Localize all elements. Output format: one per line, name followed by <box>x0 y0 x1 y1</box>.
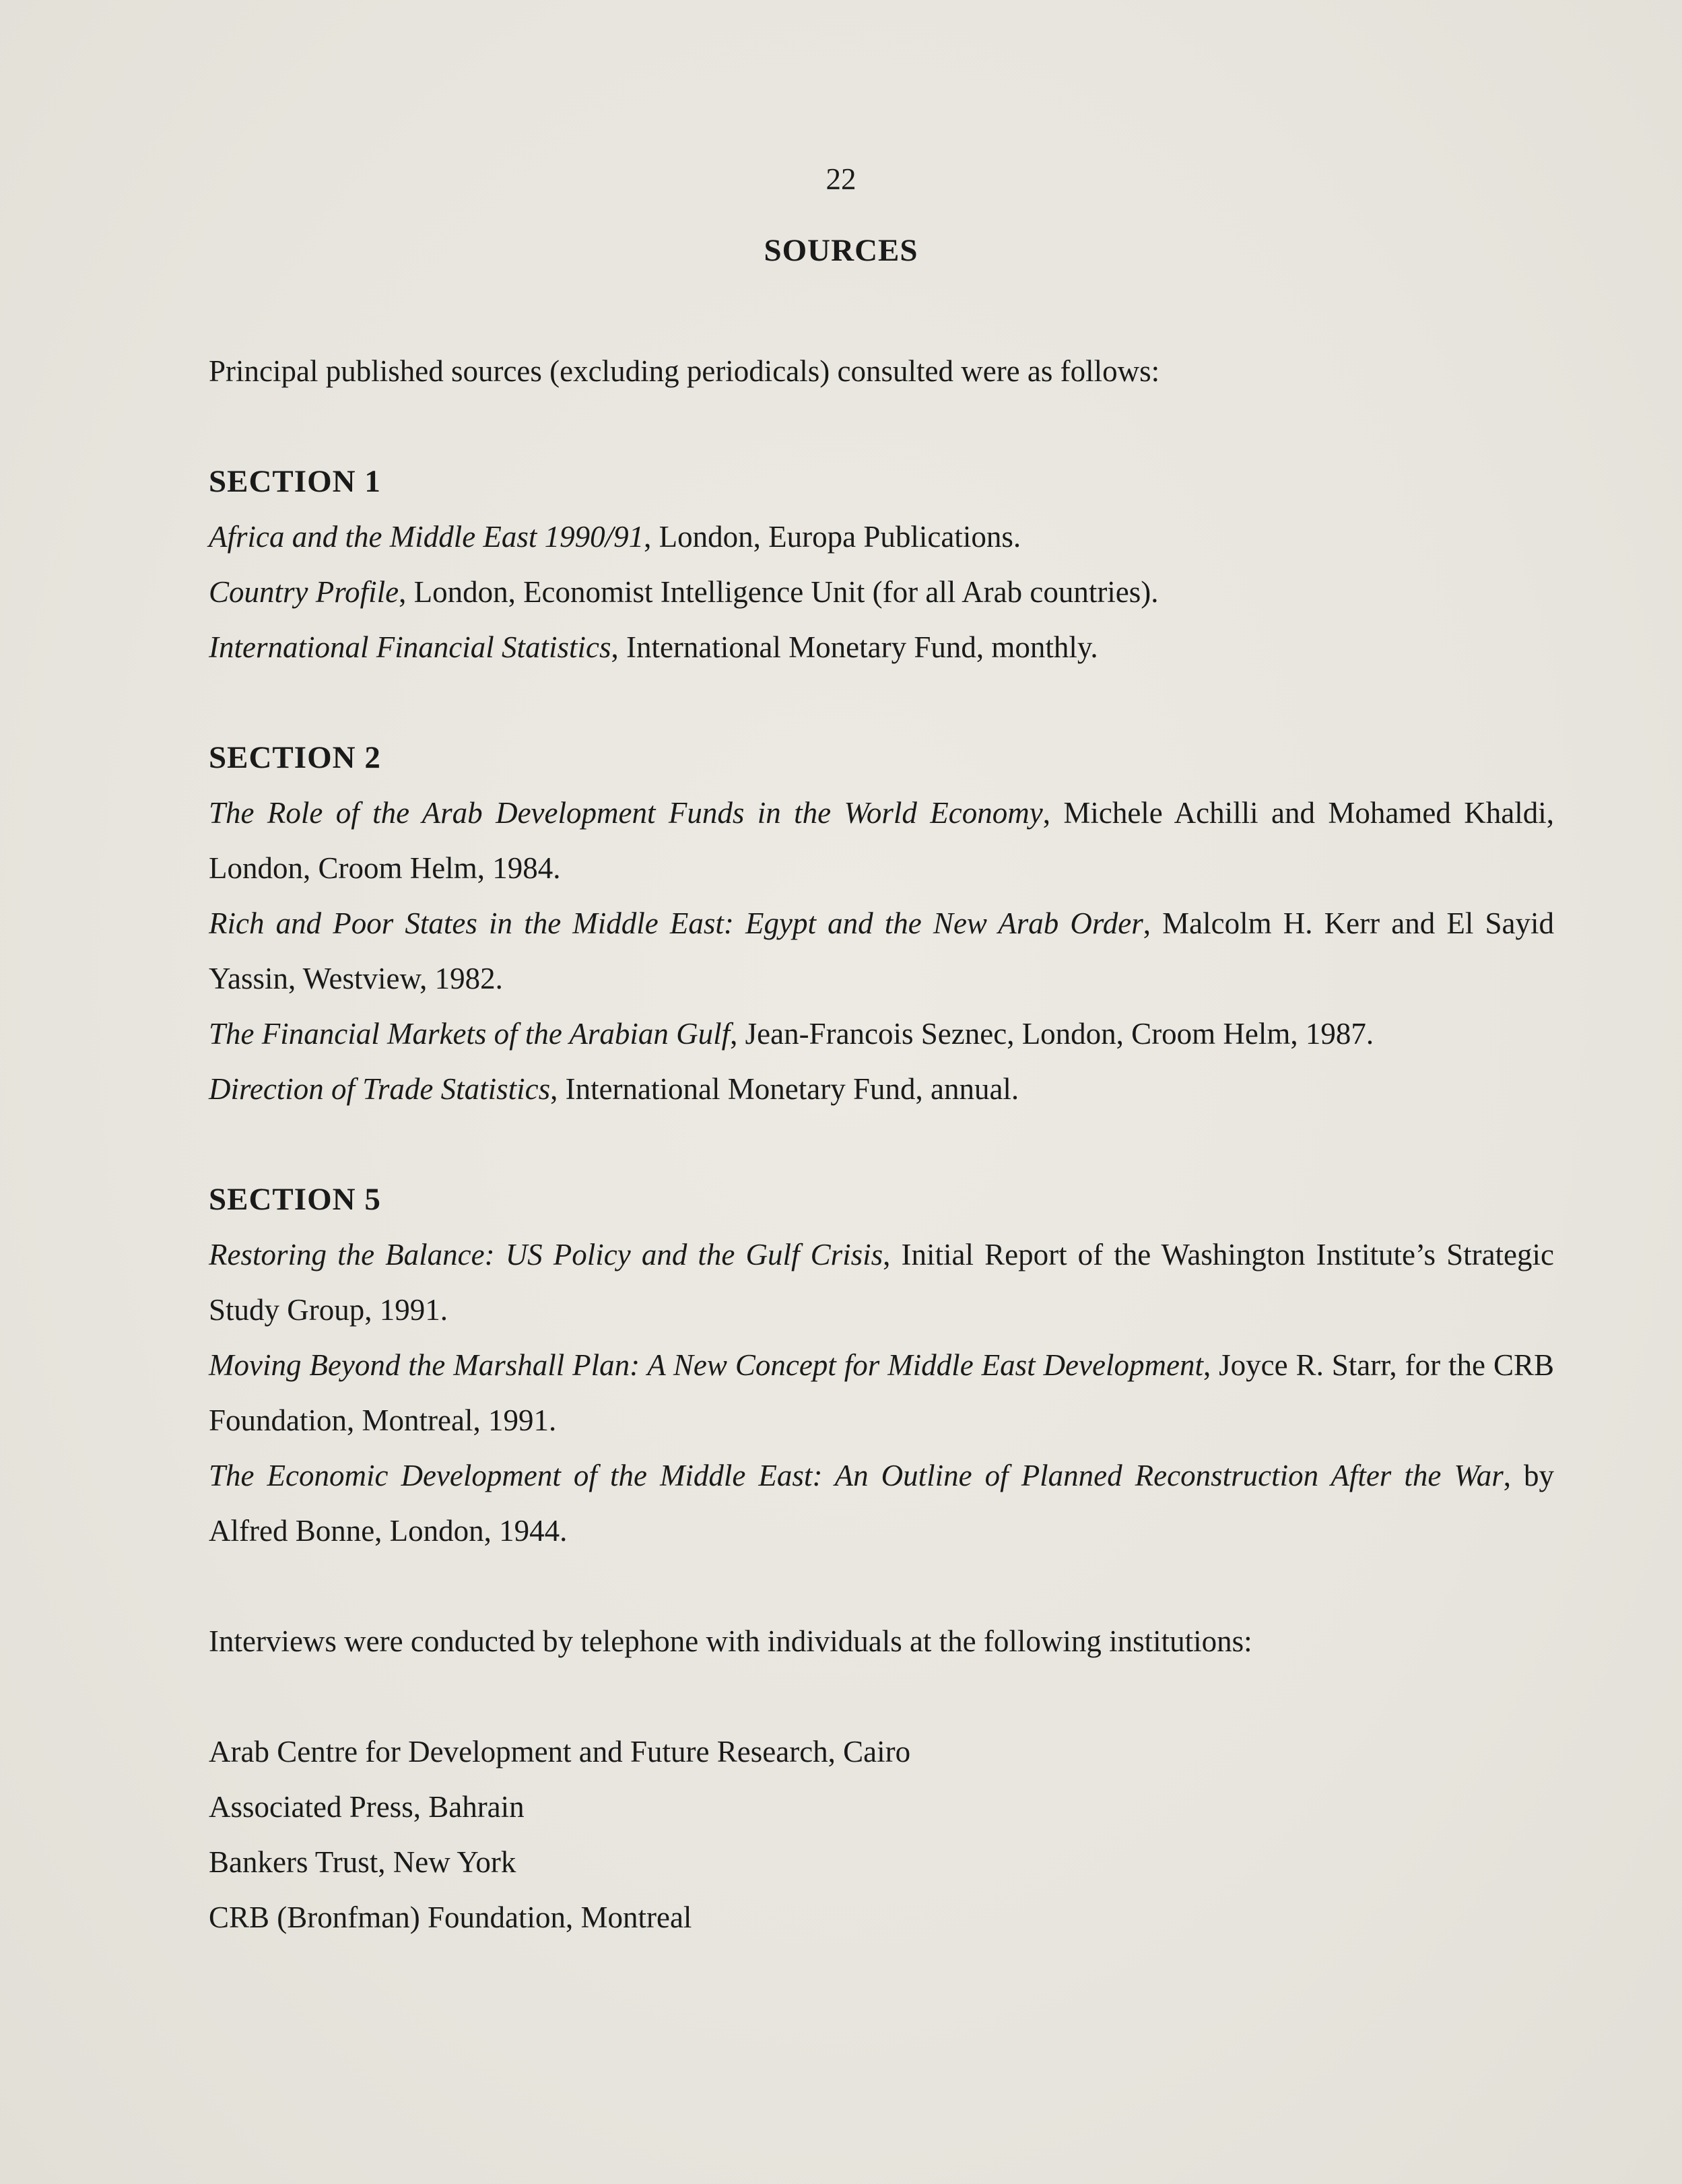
source-details: , Joyce R. Starr, for the CRB Foundation, Montreal, 1991. <box>209 1348 1555 1437</box>
sources-content <box>209 343 1554 1945</box>
source-details: , International Monetary Fund, annual. <box>550 1072 1019 1106</box>
section-heading: SECTION 5 <box>209 1182 381 1217</box>
source-entry <box>209 1061 1554 1117</box>
section-heading: SECTION 2 <box>209 740 381 775</box>
source-title: The Economic Development of the Middle East: An Outline of Planned Reconstruction After the War <box>209 1459 1504 1492</box>
source-details: , London, Economist Intelligence Unit (for all Arab countries). <box>399 575 1159 609</box>
source-details: , Michele Achilli and Mohamed Khaldi, London, Croom Helm, 1984. <box>209 796 1554 885</box>
source-title: Restoring the Balance: US Policy and the Gulf Crisis <box>209 1238 883 1271</box>
source-details: , Initial Report of the Washington Institute’s Strategic Study Group, 1991. <box>209 1238 1555 1327</box>
source-title: The Financial Markets of the Arabian Gulf <box>209 1017 731 1051</box>
institution-item: Bankers Trust, New York <box>209 1845 516 1879</box>
page-title: SOURCES <box>764 233 918 268</box>
source-title: Africa and the Middle East 1990/91 <box>209 520 644 554</box>
source-entry <box>209 896 1554 1006</box>
page-number: 22 <box>826 162 856 196</box>
section-2 <box>209 730 1554 1117</box>
source-details: , by Alfred Bonne, London, 1944. <box>209 1459 1554 1548</box>
source-details: , International Monetary Fund, monthly. <box>611 630 1098 664</box>
source-title: Direction of Trade Statistics <box>209 1072 551 1106</box>
source-entry <box>209 509 1554 564</box>
source-entry <box>209 1006 1554 1061</box>
source-entry <box>209 1227 1554 1337</box>
institution-item: CRB (Bronfman) Foundation, Montreal <box>209 1900 692 1934</box>
source-entry <box>209 785 1554 896</box>
source-entry <box>209 1448 1554 1558</box>
source-entry <box>209 620 1554 675</box>
source-title: Moving Beyond the Marshall Plan: A New Concept for Middle East Development <box>209 1348 1203 1382</box>
section-1 <box>209 454 1554 675</box>
institution-item: Associated Press, Bahrain <box>209 1790 525 1824</box>
source-details: , Malcolm H. Kerr and El Sayid Yassin, Westview, 1982. <box>209 906 1554 995</box>
source-title: Country Profile <box>209 575 399 609</box>
source-title: The Role of the Arab Development Funds in the World Economy <box>209 796 1043 830</box>
section-5 <box>209 1172 1554 1558</box>
source-title: Rich and Poor States in the Middle East: Egypt and the New Arab Order <box>209 906 1143 940</box>
source-details: , Jean-Francois Seznec, London, Croom Helm, 1987. <box>730 1017 1374 1051</box>
interviews-intro: Interviews were conducted by telephone with individuals at the following institutions: <box>209 1624 1252 1658</box>
source-title: International Financial Statistics <box>209 630 611 664</box>
section-heading: SECTION 1 <box>209 464 381 499</box>
source-entry <box>209 564 1554 620</box>
intro-paragraph: Principal published sources (excluding periodicals) consulted were as follows: <box>209 354 1160 388</box>
institution-list <box>209 1724 1554 1945</box>
institution-item: Arab Centre for Development and Future Research, Cairo <box>209 1735 911 1768</box>
source-details: , London, Europa Publications. <box>644 520 1021 554</box>
source-entry <box>209 1337 1554 1448</box>
